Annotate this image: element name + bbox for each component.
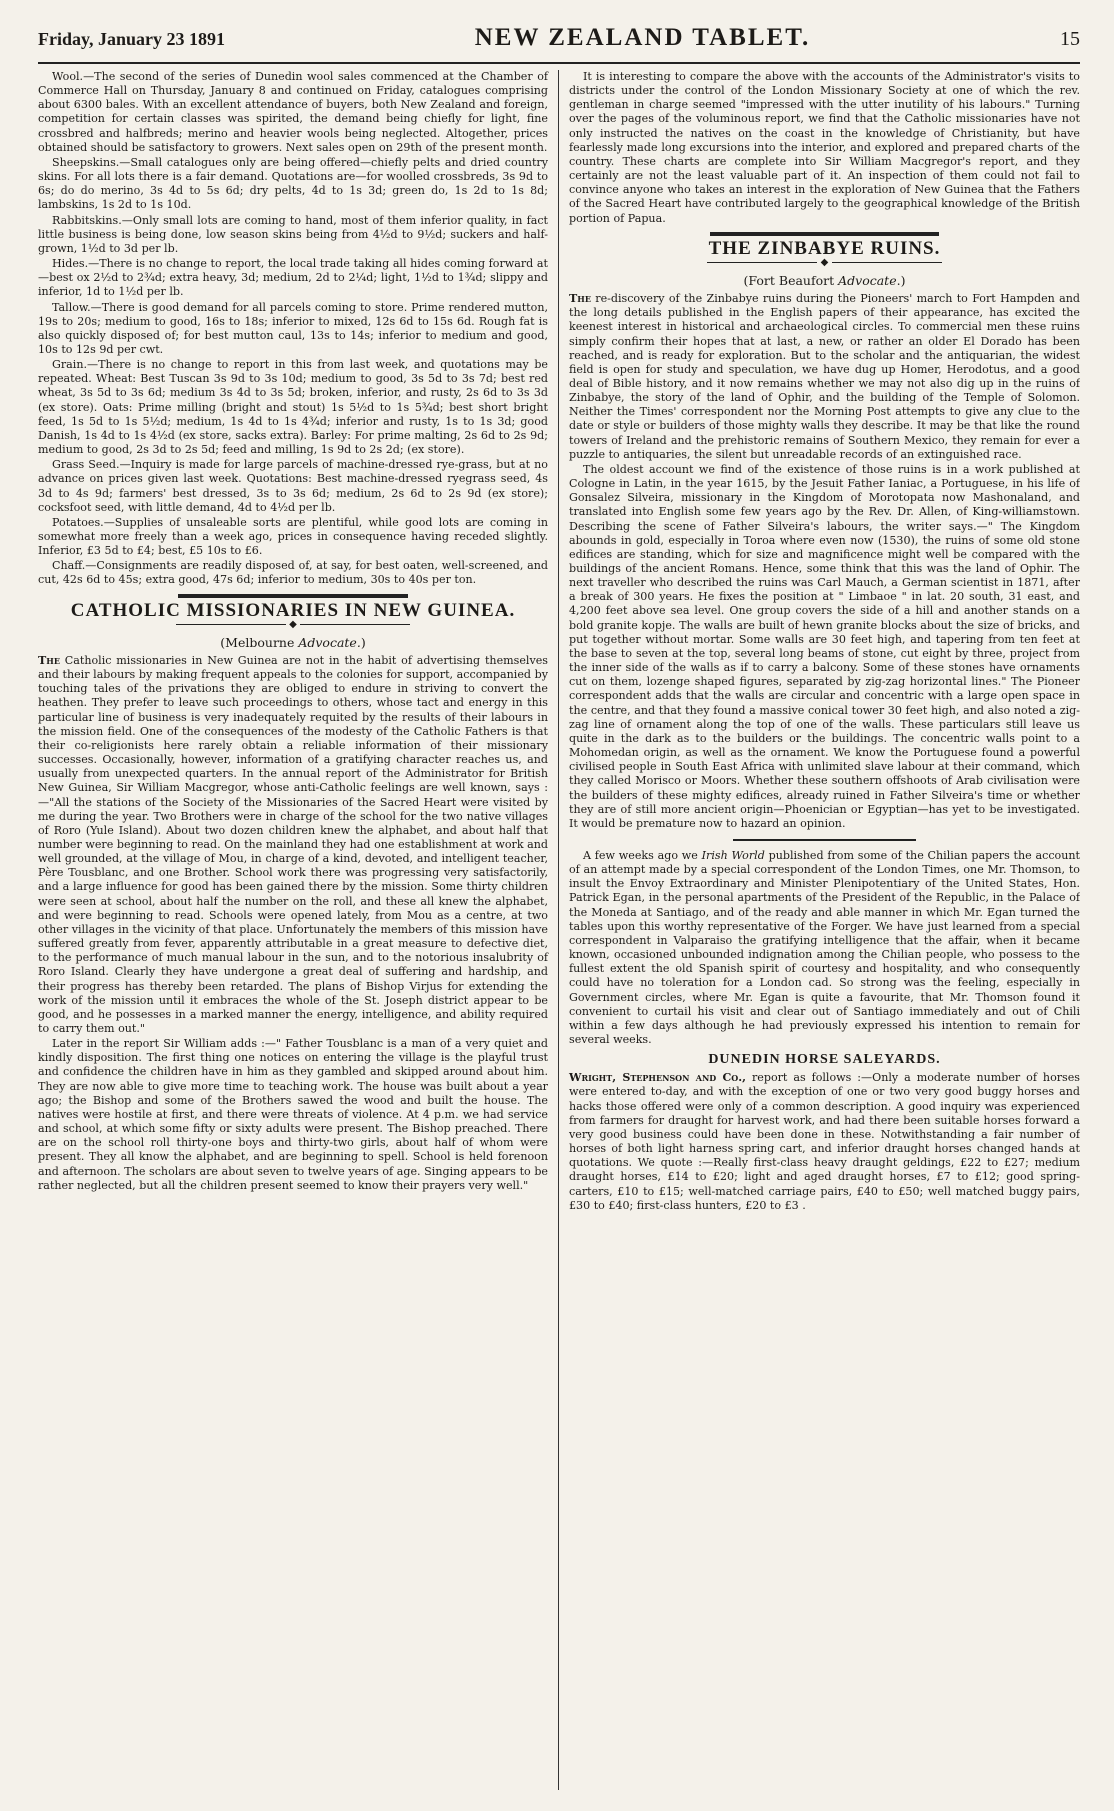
zinbabye-paragraph: The re-discovery of the Zinbabye ruins during the Pioneers' march to Fort Hampden and the long details published in the English papers of their appearance, has excited the keenest interest in historical and archaeological circles. To commercial men these ruins simply confirm their hopes that at last, a new, or rather an older El Dorado has been reached, and is ready for exploration. But to the scholar and the antiquarian, the widest field is open for study and speculation, we have dug up Homer, Herodotus, and a good deal of Bible history, and it now remains whether we may not also dig up in the ruins of Zinbabye, the story of the land of Ophir, and the building of the Temple of Solomon. Neither the Times' correspondent nor the Morning Post attempts to give any clue to the date or style or builders of those mighty walls they describe. It may be that like the round towers of Ireland and the prehistoric remains of Southern Mexico, they remain for ever a puzzle to antiquaries, the silent but unreadable records of an extinguished race. <box>569 292 1080 461</box>
wool-paragraph: Wool.—The second of the series of Dunedin wool sales commenced at the Chamber of Commerce Hall on Thursday, January 8 and continued on Friday, catalogues comprising about 6300 bales. With an excellent attendance of buyers, both New Zealand and foreign, competition for certain classes was spirited, the demand being chiefly for light, fine crossbred and halfbreds; merino and heavier wools being neglected. Altogether, prices obtained should be satisfactory to growers. Next sales open on 29th of the present month. <box>38 70 548 154</box>
newspaper-title: NEW ZEALAND TABLET. <box>474 24 811 51</box>
left-column <box>38 70 559 1790</box>
publication-name: Irish World <box>701 848 765 862</box>
horse-saleyards-heading: DUNEDIN HORSE SALEYARDS. <box>708 1052 941 1068</box>
chaff-paragraph: Chaff.—Consignments are readily disposed of, at say, for best oaten, well-screened, and cut, 42s 6d to 45s; extra good, 47s 6d; inferior to medium, 30s to 40s per ton. <box>38 559 548 587</box>
issue-date: Friday, January 23 1891 <box>38 29 226 49</box>
intro-paragraph: It is interesting to compare the above with the accounts of the Administrator's visits to districts under the control of the London Missionary Society at one of which the rev. gentleman in charge seemed "impressed with the utter inutility of his labours." Turning over the pages of the voluminous report, we find that the Catholic missionaries have not only instructed the natives on the coast in the knowledge of Christianity, but have fearlessly made long excursions into the interior, and explored and prepared charts of the country. These charts are complete into Sir William Macgregor's report, and they certainly are not the least valuable part of it. An inspection of them could not fail to convince anyone who takes an interest in the exploration of New Guinea that the Fathers of the Sacred Heart have contributed largely to the geographical knowledge of the British portion of Papua. <box>569 70 1080 225</box>
lead-word: The <box>569 292 591 306</box>
catholic-source-line: (Melbourne Advocate.) <box>220 634 366 650</box>
grass-seed-paragraph: Grass Seed.—Inquiry is made for large parcels of machine-dressed rye-grass, but at no advance on prices given last week. Quotations: Best machine-dressed ryegrass seed, 4s 3d to 4s 9d; farmers' best dressed, 3s to 3s 6d; medium, 2s 6d to 2s 9d (ex store); cocksfoot seed, with little demand, 4d to 4½d per lb. <box>38 458 548 514</box>
page-number: 15 <box>1060 28 1080 50</box>
zinbabye-source-line: (Fort Beaufort Advocate.) <box>743 272 906 288</box>
masthead <box>38 24 1080 64</box>
section-divider <box>733 839 917 841</box>
catholic-missionaries-heading: CATHOLIC MISSIONARIES IN NEW GUINEA. <box>70 599 516 621</box>
zinbabye-paragraph: The oldest account we find of the existence of those ruins is in a work published at Cologne in Latin, in the year 1615, by the Jesuit Father Ianiac, a Portuguese, in his life of Gonsalez Silveira, missionary in the Kingdom of Morotopata now Mashonaland, and translated into English some few years ago by the Rev. Dr. Allen, of King-williamstown. Describing the scene of Father Silveira's labours, the writer says.—" The Kingdom abounds in gold, especially in Toroa where even now (1530), the ruins of some old stone edifices are standing, which for size and magnificence might well be compared with the buildings of the ancient Romans. Hence, some think that this was the land of Ophir. The next traveller who described the ruins was Carl Mauch, a German scientist in 1871, after a break of 300 years. He fixes the position at " Limbaoe " in lat. 20 south, 31 east, and 4,200 feet above sea level. One group covers the side of a hill and another stands on a bold granite kopje. The walls are built of hewn granite blocks about the size of bricks, and put together without mortar. Some walls are 30 feet high, and tapering from ten feet at the base to seven at the top, several long beams of stone, cut eight by three, project from the inner side of the walls as if to carry a balcony. Some of these stones have ornaments cut on them, lozenge shaped figures, separated by zig-zag horizontal lines." The Pioneer correspondent adds that the walls are circular and concentric with a large open space in the centre, and that they found a massive conical tower 30 feet high, and also noted a zig-zag line of ornament along the top of one of the walls. These particulars still leave us quite in the dark as to the builders or the buildings. The concentric walls point to a Mohomedan origin, as well as the ornament. We know the Portuguese found a powerful civilised people in South East Africa with unlimited slave labour at their command, which they called Morisco or Moors. Whether these southern offshoots of Arab civilisation were the builders of these mighty edifices, already ruined in Father Silveira's time or whether they are of still more ancient origin—Phoenician or Egyptian—has yet to be investigated. It would be premature now to hazard an opinion. <box>569 462 1080 830</box>
catholic-paragraph: Later in the report Sir William adds :—" Father Tousblanc is a man of a very quiet and kindly disposition. The first thing one notices on entering the village is the playful trust and confidence the children have in him as they gambled and skipped around about him. They are now able to give more time to teaching work. The house was built about a year ago; the Bishop and some of the Brothers sawed the wood and built the house. The natives were hostile at first, and there were threats of violence. At 4 p.m. we had service and school, at which some fifty or sixty adults were present. The Bishop preached. There are on the school roll thirty-one boys and thirty-two girls, about half of whom were present. They all know the alphabet, and are beginning to spell. School is held forenoon and afternoon. The scholars are about seven to twelve years of age. Singing appears to be rather neglected, but all the children present seemed to know their prayers very well." <box>38 1037 548 1192</box>
horse-saleyards-paragraph: Wright, Stephenson and Co., report as follows :—Only a moderate number of horses were entered to-day, and with the exception of one or two very good buggy horses and hacks those offered were only of a common description. A good inquiry was experienced from farmers for draught for harvest work, and had there been suitable horses forward a very good business could have been done in these. Notwithstanding a fair number of horses of both light harness spring cart, and inferior draught horses changed hands at quotations. We quote :—Really first-class heavy draught geldings, £22 to £27; medium draught horses, £14 to £20; light and aged draught horses, £7 to £12; good spring-carters, £10 to £15; well-matched carriage pairs, £40 to £50; well matched buggy pairs, £30 to £40; first-class hunters, £20 to £3 . <box>569 1071 1080 1212</box>
zinbabye-ruins-heading: THE ZINBABYE RUINS. <box>708 237 941 259</box>
section-divider <box>710 232 940 236</box>
sheepskins-paragraph: Sheepskins.—Small catalogues only are being offered—chiefly pelts and dried country skins. For all lots there is a fair demand. Quotations are—for woolled crossbreds, 3s 9d to 6s; do do merino, 3s 4d to 5s 6d; dry pelts, 4d to 1s 3d; green do, 1s 2d to 1s 8d; lambskins, 1s 2d to 1s 10d. <box>38 155 548 212</box>
irish-world-paragraph: A few weeks ago we Irish World published from some of the Chilian papers the account of an attempt made by a special correspondent of the London Times, one Mr. Thomson, to insult the Envoy Extraordinary and Minister Plenipotentiary of the United States, Hon. Patrick Egan, in the personal apartments of the President of the Republic, in the Palace of the Moneda at Santiago, and of the ready and able manner in which Mr. Egan turned the tables upon this worthy representative of the Forger. We have just learned from a special correspondent in Valparaiso the gratifying intelligence that the affair, when it became known, occasioned unbounded indignation among the Chilian people, who possess to the fullest extent the old Spanish spirit of courtesy and hospitality, and who consequently could have no toleration for a London cad. So strong was the feeling, especially in Government circles, where Mr. Egan is quite a favourite, that Mr. Thomson found it convenient to curtail his visit and clear out of Santiago immediately and out of Chili within a few days although he had previously expressed his intention to remain for several weeks. <box>569 848 1080 1046</box>
grain-paragraph: Grain.—There is no change to report in this from last week, and quotations may be repeated. Wheat: Best Tuscan 3s 9d to 3s 10d; medium to good, 3s 5d to 3s 7d; best red wheat, 3s 5d to 3s 6d; medium 3s 4d to 3s 5d; broken, inferior, and rusty, 2s 6d to 3s 3d (ex store). Oats: Prime milling (bright and stout) 1s 5½d to 1s 5¾d; best short bright feed, 1s 5d to 1s 5½d; medium, 1s 4d to 1s 4¾d; inferior and rusty, 1s to 1s 3d; good Danish, 1s 4d to 1s 4½d (ex store, sacks extra). Barley: For prime malting, 2s 6d to 2s 9d; medium to good, 2s 3d to 2s 5d; feed and milling, 1s 9d to 2s 2d; (ex store). <box>38 358 548 457</box>
tallow-paragraph: Tallow.—There is good demand for all parcels coming to store. Prime rendered mutton, 19s to 20s; medium to good, 16s to 18s; inferior to mixed, 12s 6d to 15s 6d. Rough fat is also quickly disposed of; for best mutton caul, 13s to 14s; inferior to medium and good, 10s to 12s 9d per cwt. <box>38 300 548 356</box>
ornament-rule: ◆ <box>38 620 548 630</box>
right-column <box>559 70 1080 1790</box>
ornament-rule: ◆ <box>569 258 1080 268</box>
hides-paragraph: Hides.—There is no change to report, the local trade taking all hides coming forward at—best ox 2½d to 2¾d; extra heavy, 3d; medium, 2d to 2¼d; light, 1½d to 1¾d; slippy and inferior, 1d to 1½d per lb. <box>38 257 548 299</box>
market-report <box>38 70 548 588</box>
rabbitskins-paragraph: Rabbitskins.—Only small lots are coming to hand, most of them inferior quality, in fact little business is being done, low season skins being from 4½d to 9½d; suckers and half-grown, 1½d to 3d per lb. <box>38 213 548 255</box>
source-publication: Advocate. <box>298 634 361 650</box>
lead-word: The <box>38 653 60 667</box>
catholic-paragraph: The Catholic missionaries in New Guinea are not in the habit of advertising themselves and their labours by making frequent appeals to the colonies for support, accompanied by touching tales of the privations they are obliged to endure in striving to convert the heathen. They prefer to leave such proceedings to others, whose tact and energy in this particular line of business is very inadequately requited by the results of their labours in the mission field. One of the consequences of the modesty of the Catholic Fathers is that their co-religionists here rarely obtain a reliable information of their missionary successes. Occasionally, however, information of a gratifying character reaches us, and usually from unexpected quarters. In the annual report of the Administrator for British New Guinea, Sir William Macgregor, whose anti-Catholic feelings are well known, says :—"All the stations of the Society of the Missionaries of the Sacred Heart were visited by me during the year. Two Brothers were in charge of the school for the two native villages of Roro (Yule Island). About two dozen children knew the alphabet, and about half that number were beginning to read. On the mainland they had one establishment at work and well grounded, at the village of Mou, in charge of a kind, devoted, and intelligent teacher, Père Tousblanc, and one Brother. School work there was progressing very satisfactorily, and a large influence for good has been gained there by the mission. Some thirty children were seen at school, about half the number on the roll, and these all knew the alphabet, and were beginning to read. Schools were opened lately, from Mou as a centre, at two other villages in the vicinity of that place. Unfortunately the members of this mission have suffered greatly from fever, apparently attributable in a great measure to defective diet, to the performance of much manual labour in the sun, and to the notorious insalubrity of Roro Island. Clearly they have undergone a great deal of suffering and hardship, and their progress has thereby been retarded. The plans of Bishop Virjus for extending the work of the mission until it embraces the whole of the St. Joseph district appear to be good, and he possesses in a marked manner the energy, intelligence, and ability required to carry them out." <box>38 653 548 1035</box>
lead-word: Wright, Stephenson and Co., <box>569 1071 747 1085</box>
potatoes-paragraph: Potatoes.—Supplies of unsaleable sorts are plentiful, while good lots are coming in somewhat more freely than a week ago, prices in consequence having receded slightly. Inferior, £3 5d to £4; best, £5 10s to £6. <box>38 515 548 558</box>
section-divider <box>178 594 408 598</box>
article-columns <box>38 70 1080 1790</box>
source-publication: Advocate <box>838 272 897 288</box>
